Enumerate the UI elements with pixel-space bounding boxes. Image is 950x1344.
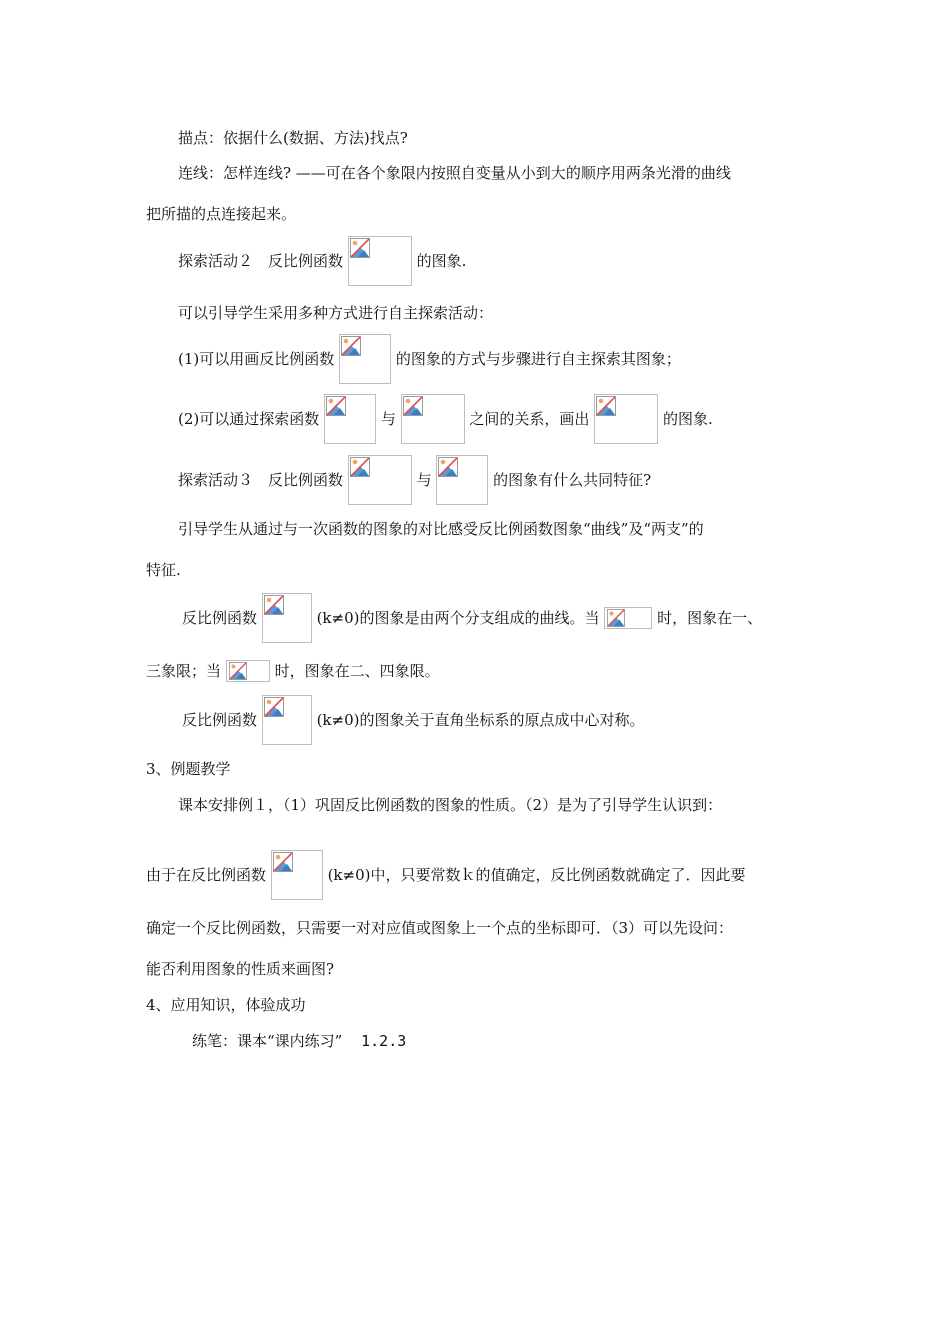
broken-image-icon [350,457,370,477]
text: 引导学生从通过与一次函数的图象的对比感受反比例函数图象“曲线”及“两支”的 [178,520,704,538]
paragraph-connect-lines-cont [146,204,296,224]
broken-image-icon [606,609,626,627]
paragraph-example-2 [146,850,746,900]
text: 把所描的点连接起来。 [146,205,297,223]
text: 反比例函数 [182,609,258,627]
section-heading-apply [146,995,306,1015]
text: (k≠0)的图象是由两个分支组成的曲线。当 [316,609,600,627]
paragraph-activity-3 [178,455,651,505]
text: 的图象. [416,252,467,270]
formula-image [339,334,391,384]
formula-image [262,593,312,643]
formula-image [594,394,658,444]
text: 1.2.3 [361,1032,407,1050]
text: (2)可以通过探索函数 [178,410,320,428]
text: 与 [416,471,432,489]
formula-image [604,607,652,629]
broken-image-icon [341,336,361,356]
section-heading-examples [146,759,231,779]
formula-image [348,455,412,505]
broken-image-icon [596,396,616,416]
paragraph-example-4 [146,959,334,979]
text: 三象限；当 [146,662,222,680]
formula-image [436,455,488,505]
paragraph-property-2 [182,695,645,745]
paragraph-example-3 [146,918,733,938]
broken-image-icon [438,457,458,477]
broken-image-icon [326,396,346,416]
text: (k≠0)的图象关于直角坐标系的原点成中心对称。 [316,711,645,729]
paragraph-property-1 [182,593,762,643]
broken-image-icon [228,662,248,680]
text: 时，图象在二、四象限。 [274,662,440,680]
text: 可以引导学生采用多种方式进行自主探索活动： [178,304,494,322]
text: 之间的关系，画出 [469,410,590,428]
paragraph-practice [192,1031,406,1051]
text: 特征. [146,561,181,579]
text: 的图象. [662,410,713,428]
paragraph-method-1 [178,334,681,384]
paragraph-guide-students [178,303,493,323]
text: 练笔：课本“课内练习” [192,1032,343,1050]
text: 课本安排例１，（1）巩固反比例函数的图象的性质。（2）是为了引导学生认识到： [178,796,723,814]
broken-image-icon [273,852,293,872]
paragraph-example-1 [178,795,722,815]
text: 描点：依据什么(数据、方法)找点? [178,129,408,147]
formula-image [262,695,312,745]
formula-image [348,236,412,286]
text: 连线：怎样连线? ——可在各个象限内按照自变量从小到大的顺序用两条光滑的曲线 [178,164,731,182]
text: 探索活动２ 反比例函数 [178,252,344,270]
paragraph-connect-lines [178,163,731,183]
paragraph-method-2 [178,394,713,444]
text: 的图象的方式与步骤进行自主探索其图象； [395,350,681,368]
paragraph-plot-points [178,128,408,148]
text: 时，图象在一、 [657,609,763,627]
text: 3、例题教学 [146,760,231,778]
broken-image-icon [264,595,284,615]
text: 由于在反比例函数 [146,866,267,884]
text: 4、应用知识，体验成功 [146,996,306,1014]
paragraph-compare [178,519,704,539]
paragraph-activity-2 [178,236,466,286]
text: 与 [380,410,396,428]
formula-image [401,394,465,444]
broken-image-icon [264,697,284,717]
text: 反比例函数 [182,711,258,729]
text: 能否利用图象的性质来画图? [146,960,335,978]
formula-image [324,394,376,444]
paragraph-property-1-cont [146,660,440,682]
broken-image-icon [403,396,423,416]
text: (k≠0)中，只要常数ｋ的值确定，反比例函数就确定了．因此要 [327,866,746,884]
formula-image [226,660,270,682]
text: 探索活动３ 反比例函数 [178,471,344,489]
broken-image-icon [350,238,370,258]
text: 确定一个反比例函数，只需要一对对应值或图象上一个点的坐标即可．（3）可以先设问： [146,919,734,937]
formula-image [271,850,323,900]
paragraph-compare-cont [146,560,181,580]
text: 的图象有什么共同特征? [493,471,652,489]
text: (1)可以用画反比例函数 [178,350,335,368]
